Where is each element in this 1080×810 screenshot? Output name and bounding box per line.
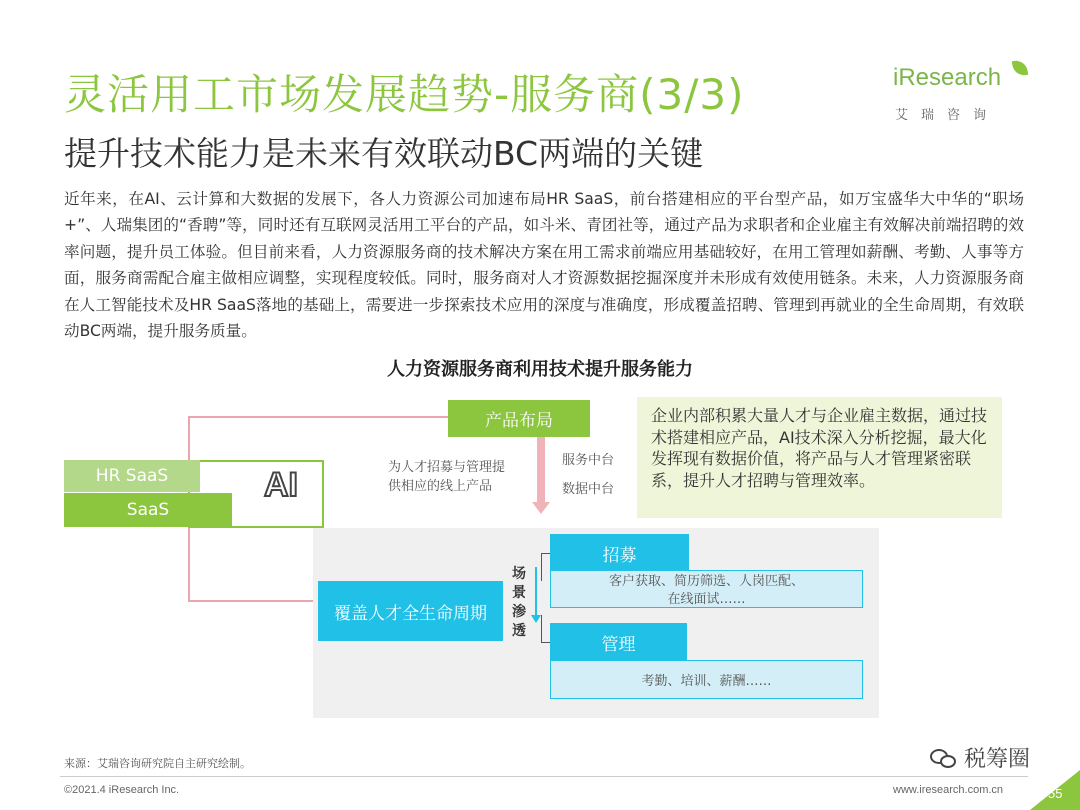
site-url: www.iresearch.com.cn	[893, 784, 1004, 796]
recruit-detail-line: 在线面试……	[667, 592, 746, 607]
recruit-box: 招募	[550, 534, 689, 572]
page-number: 55	[1048, 786, 1063, 801]
recruit-detail	[550, 570, 863, 608]
connector-top-horizontal	[188, 416, 448, 418]
manage-box: 管理	[550, 623, 687, 661]
page-title: 灵活用工市场发展趋势-服务商(3/3)	[64, 70, 745, 119]
iresearch-logo	[893, 60, 1028, 123]
watermark-text: 税筹圈	[964, 747, 1031, 772]
product-note	[388, 458, 505, 496]
manage-detail: 考勤、培训、薪酬……	[550, 660, 863, 699]
product-layout-box: 产品布局	[448, 400, 590, 437]
connector-bottom-horizontal	[188, 600, 318, 602]
saas-box: SaaS	[64, 493, 232, 527]
logo-text: iResearch	[893, 64, 1002, 91]
down-arrow-shaft	[537, 437, 545, 503]
source-note: 来源：艾瑞咨询研究院自主研究绘制。	[64, 757, 251, 770]
recruit-detail-line: 客户获取、简历筛选、人岗匹配、	[608, 574, 804, 589]
connector-top-vertical	[188, 416, 190, 460]
ai-label: AI	[264, 466, 298, 504]
copyright: ©2021.4 iResearch Inc.	[64, 784, 180, 796]
logo-subtext: 艾瑞咨询	[895, 108, 1000, 123]
page-subtitle: 提升技术能力是未来有效联动BC两端的关键	[64, 134, 704, 173]
product-note-line: 为人才招募与管理提	[388, 460, 506, 475]
scene-arrow-shaft	[535, 567, 537, 619]
body-paragraph: 近年来，在AI、云计算和大数据的发展下，各人力资源公司加速布局HR SaaS，前台搭建相应的平台型产品，如万宝盛华大中华的“职场+”、人瑞集团的“香聘”等，同时还有互联网灵活用工平台的产品，如斗米、青团社等，通过产品为求职者和企业雇主有效解决前端招聘的效率问题，提升员工体验。但目前来看，人力资源服务商的技术解决方案在用工需求前端应用基础较好，在用工管理如薪酬、考勤、人事等方面，服务商需配合雇主做相应调整，实现程度较低。同时，服务商对人才资源数据挖掘深度并未形成有效使用链条。未来，人力资源服务商在人工智能技术及HR SaaS落地的基础上，需要进一步探索技术应用的深度与准确度，形成覆盖招聘、管理到再就业的全生命周期，有效联动BC两端，提升服务质量。	[64, 190, 1024, 341]
footer-divider	[60, 776, 1028, 777]
wechat-icon	[930, 747, 958, 769]
connector-bottom-vertical	[188, 528, 190, 602]
down-arrow-icon	[532, 502, 550, 514]
watermark	[930, 742, 1030, 773]
lifecycle-box: 覆盖人才全生命周期	[318, 581, 503, 641]
data-platform-label: 数据中台	[562, 482, 615, 497]
hr-saas-box: HR SaaS	[64, 460, 200, 492]
product-note-line: 供相应的线上产品	[388, 479, 493, 494]
diagram-title: 人力资源服务商利用技术提升服务能力	[387, 359, 693, 380]
info-box: 企业内部积累大量人才与企业雇主数据，通过技术搭建相应产品，AI技术深入分析挖掘，最大化发挥现有数据价值，将产品与人才管理紧密联系，提升人才招聘与管理效率。	[637, 397, 1002, 518]
scene-penetration-label: 场景渗透	[512, 566, 526, 639]
scene-arrow-icon	[531, 615, 541, 623]
service-platform-label: 服务中台	[562, 453, 615, 468]
leaf-icon	[1012, 59, 1029, 77]
